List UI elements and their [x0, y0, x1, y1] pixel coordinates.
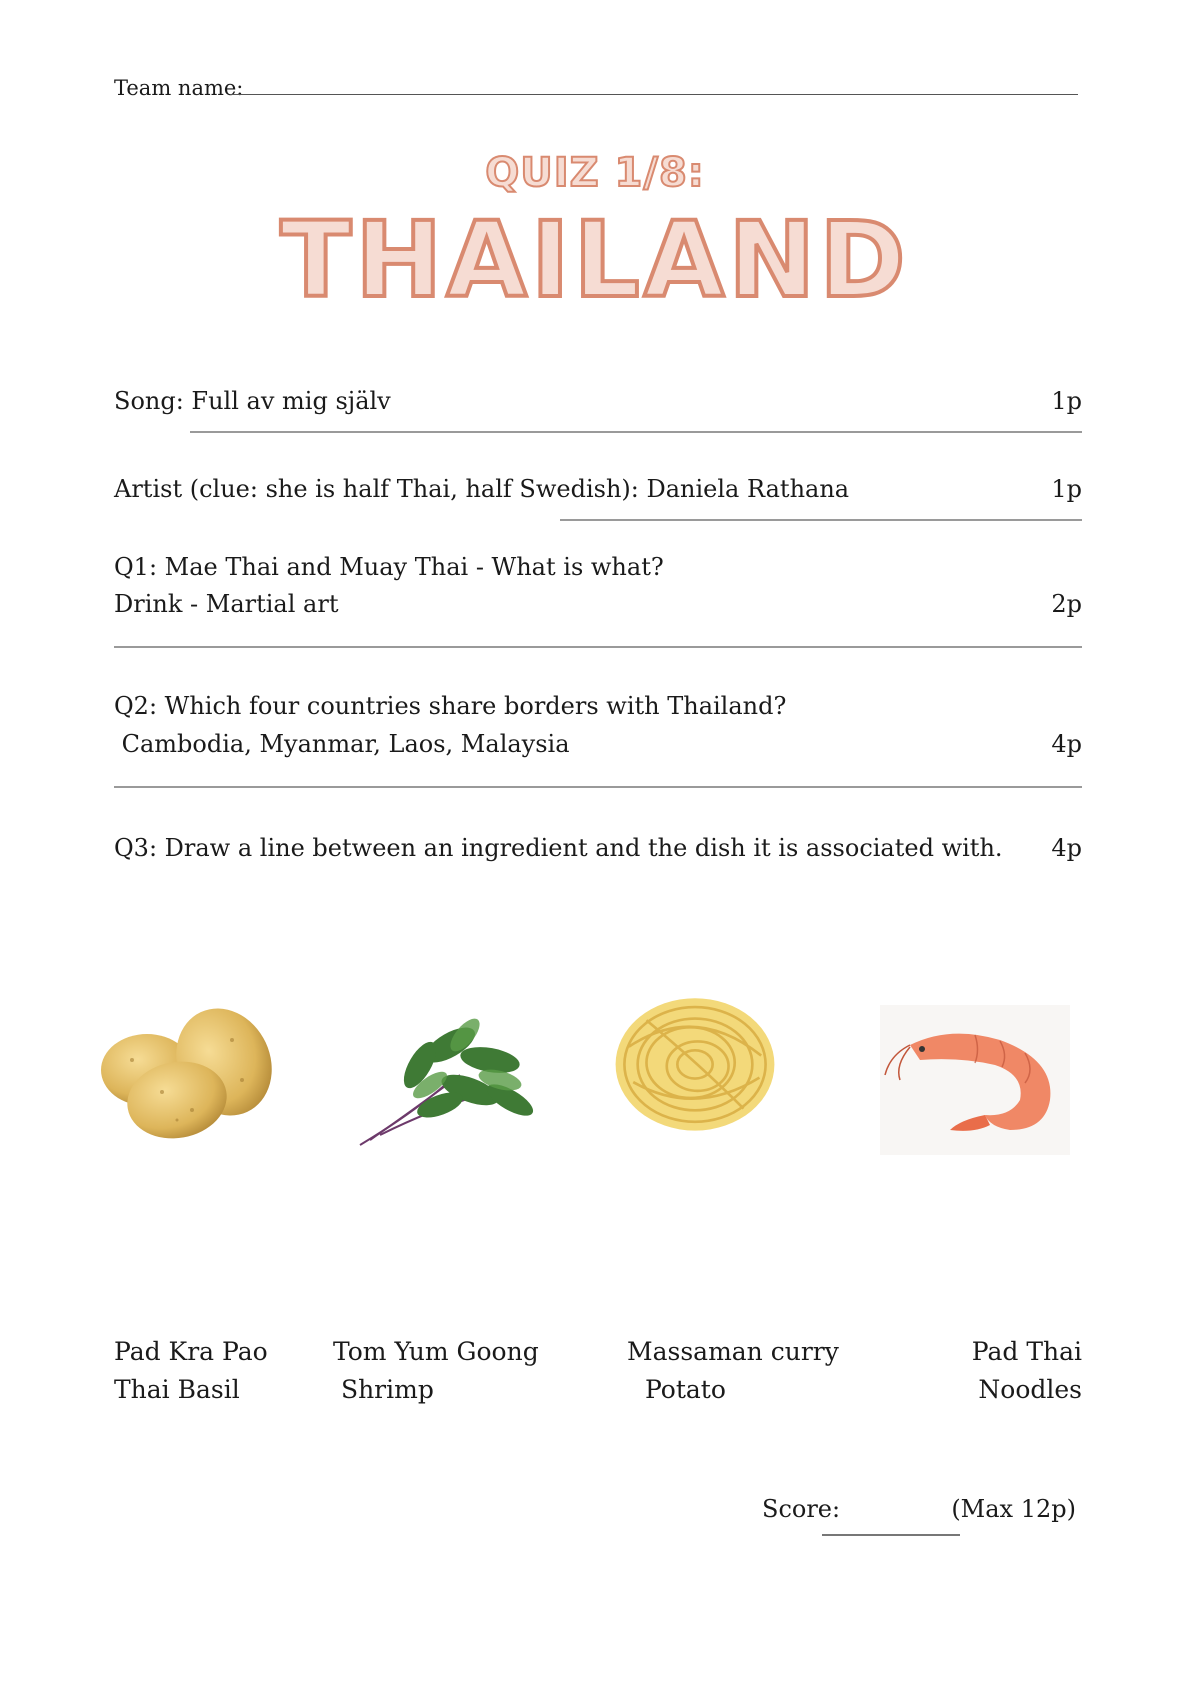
team-name-label: Team name: — [114, 76, 244, 100]
artist-points: 1p — [1051, 475, 1082, 503]
q2-divider — [114, 786, 1082, 788]
q1-answer: Drink - Martial art — [114, 590, 339, 618]
ingredient-shrimp: Shrimp — [333, 1375, 434, 1404]
dish-tom-yum-goong: Tom Yum Goong — [333, 1337, 539, 1366]
song-question: Song: Full av mig själv — [114, 387, 391, 415]
q2-question: Q2: Which four countries share borders with Thailand? — [114, 692, 787, 720]
quiz-title: THAILAND — [280, 199, 910, 321]
q2-answer: Cambodia, Myanmar, Laos, Malaysia — [114, 730, 570, 758]
thai-basil-image — [350, 1005, 540, 1155]
ingredient-potato: Potato — [645, 1375, 726, 1404]
score-label: Score: — [762, 1495, 841, 1523]
q1-points: 2p — [1051, 590, 1082, 618]
shrimp-image — [880, 1005, 1070, 1155]
score-field[interactable] — [822, 1534, 960, 1536]
artist-question: Artist (clue: she is half Thai, half Swedish): Daniela Rathana — [114, 475, 850, 503]
q1-question: Q1: Mae Thai and Muay Thai - What is what? — [114, 553, 664, 581]
dish-pad-kra-pao: Pad Kra Pao — [114, 1337, 268, 1366]
noodles-image — [600, 985, 790, 1135]
q3-question: Q3: Draw a line between an ingredient and the dish it is associated with. — [114, 834, 1003, 862]
ingredient-noodles: Noodles — [978, 1375, 1082, 1404]
song-points: 1p — [1051, 387, 1082, 415]
potato-image — [92, 1000, 282, 1150]
q2-points: 4p — [1051, 730, 1082, 758]
song-answer-line[interactable] — [190, 431, 1082, 433]
team-name-field[interactable] — [230, 94, 1078, 95]
score-max: (Max 12p) — [951, 1495, 1076, 1523]
quiz-number: QUIZ 1/8: — [485, 150, 705, 196]
q3-points: 4p — [1051, 834, 1082, 862]
q1-divider — [114, 646, 1082, 648]
dish-pad-thai: Pad Thai — [971, 1337, 1082, 1366]
artist-answer-line[interactable] — [560, 519, 1082, 521]
ingredient-thai-basil: Thai Basil — [114, 1375, 240, 1404]
dish-massaman-curry: Massaman curry — [627, 1337, 839, 1366]
